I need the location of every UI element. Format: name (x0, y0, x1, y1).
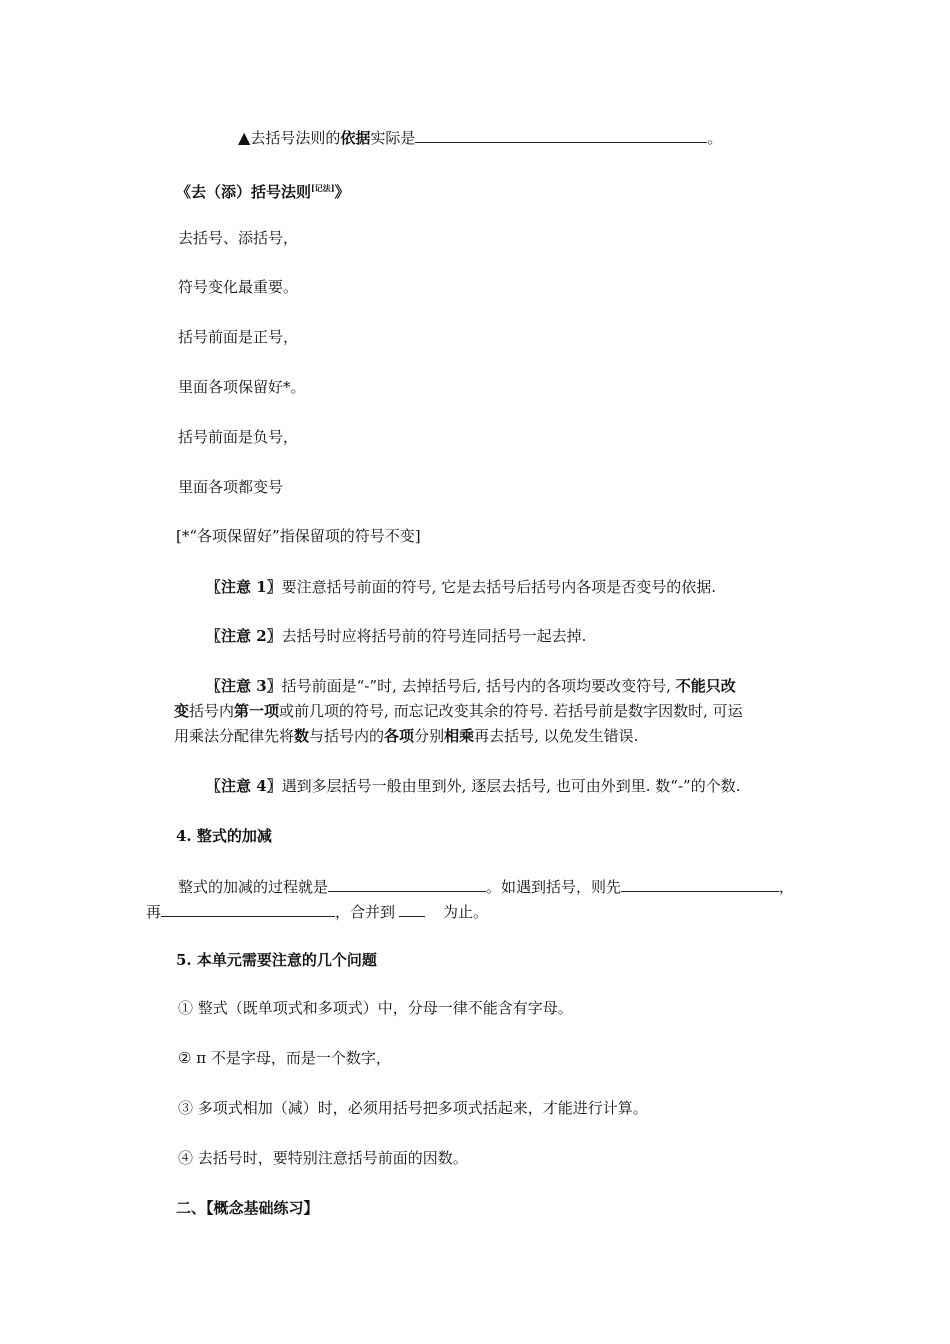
note-label: 〖注意 1〗 (206, 578, 282, 596)
s4-text: ， (779, 878, 795, 896)
note-1 (206, 577, 716, 597)
section-4-line-2 (146, 901, 488, 922)
mnemonic-line: 括号前面是正号， (178, 328, 299, 346)
note-bold: 第一项 (234, 702, 280, 720)
note-text: 括号内 (189, 702, 235, 720)
s4-blank-4[interactable] (399, 901, 425, 917)
note-2 (206, 626, 586, 646)
note-4 (206, 776, 740, 796)
basis-line (238, 127, 722, 148)
note-text: 与括号内的 (309, 727, 385, 745)
mnemonic-title (176, 178, 350, 202)
note-bold: 变 (174, 702, 190, 720)
mnemonic-line: 里面各项保留好*。 (178, 378, 306, 396)
s4-blank-2[interactable] (621, 876, 779, 892)
section-2-title: 二、【概念基础练习】 (176, 1199, 319, 1217)
s4-text: 。如遇到括号，则先 (486, 878, 622, 896)
note-bold: 相乘 (444, 727, 475, 745)
section-4-line-1 (178, 876, 794, 897)
section-5-title: 5. 本单元需要注意的几个问题 (176, 951, 377, 969)
note-text: 分别 (414, 727, 445, 745)
mnemonic-title-open: 《去（添）括号法则 (176, 183, 312, 201)
note-text: 要注意括号前面的符号, 它是去括号后括号内各项是否变号的依据. (281, 578, 716, 596)
note-text: 去括号时应将括号前的符号连同括号一起去掉. (281, 627, 587, 645)
note-3-line-1 (206, 676, 736, 696)
s4-text: 为止。 (443, 903, 489, 921)
section-5-item: ④ 去括号时，要特别注意括号前面的因数。 (178, 1149, 468, 1167)
section-5-item: ③ 多项式相加（减）时，必须用括号把多项式括起来，才能进行计算。 (178, 1099, 648, 1117)
mnemonic-title-sup: [记法] (311, 183, 335, 193)
basis-end: 。 (707, 129, 723, 147)
basis-text-2: 实际是 (370, 129, 416, 147)
mnemonic-footnote: [*“各项保留好”指保留项的符号不变] (176, 527, 421, 545)
note-text: 或前几项的符号, 而忘记改变其余的符号. 若括号前是数字因数时, 可运 (279, 702, 743, 720)
s4-text: 再 (146, 903, 162, 921)
note-3-line-3 (174, 726, 638, 746)
s4-blank-3[interactable] (161, 901, 335, 917)
note-text: 再去括号, 以免发生错误. (474, 727, 639, 745)
section-5-item: ② π 不是字母，而是一个数字， (178, 1049, 391, 1067)
mnemonic-line: 去括号、添括号， (178, 229, 299, 247)
note-text: 遇到多层括号一般由里到外, 逐层去括号, 也可由外到里. 数“-”的个数. (281, 777, 741, 795)
s4-blank-1[interactable] (328, 876, 486, 892)
basis-text: 去括号法则的 (250, 129, 341, 147)
section-5-item: ① 整式（既单项式和多项式）中，分母一律不能含有字母。 (178, 999, 573, 1017)
section-4-title: 4. 整式的加减 (176, 827, 272, 845)
basis-bold: 依据 (340, 129, 371, 147)
note-label: 〖注意 3〗 (206, 677, 282, 695)
mnemonic-title-close: 》 (334, 183, 350, 201)
s4-text: 整式的加减的过程就是 (178, 878, 329, 896)
mnemonic-line: 符号变化最重要。 (178, 278, 299, 296)
note-label: 〖注意 4〗 (206, 777, 282, 795)
note-text: 用乘法分配律先将 (174, 727, 295, 745)
note-bold: 各项 (384, 727, 415, 745)
note-3-line-2 (174, 701, 743, 721)
triangle-icon: ▲ (238, 128, 251, 147)
note-label: 〖注意 2〗 (206, 627, 282, 645)
mnemonic-line: 括号前面是负号， (178, 428, 299, 446)
s4-text: ，合并到 (335, 903, 396, 921)
basis-blank[interactable] (415, 127, 707, 143)
note-bold: 不能只改 (675, 677, 736, 695)
mnemonic-line: 里面各项都变号 (178, 478, 284, 496)
note-text: 括号前面是“-”时, 去掉括号后, 括号内的各项均要改变符号, (281, 677, 676, 695)
note-bold: 数 (294, 727, 310, 745)
